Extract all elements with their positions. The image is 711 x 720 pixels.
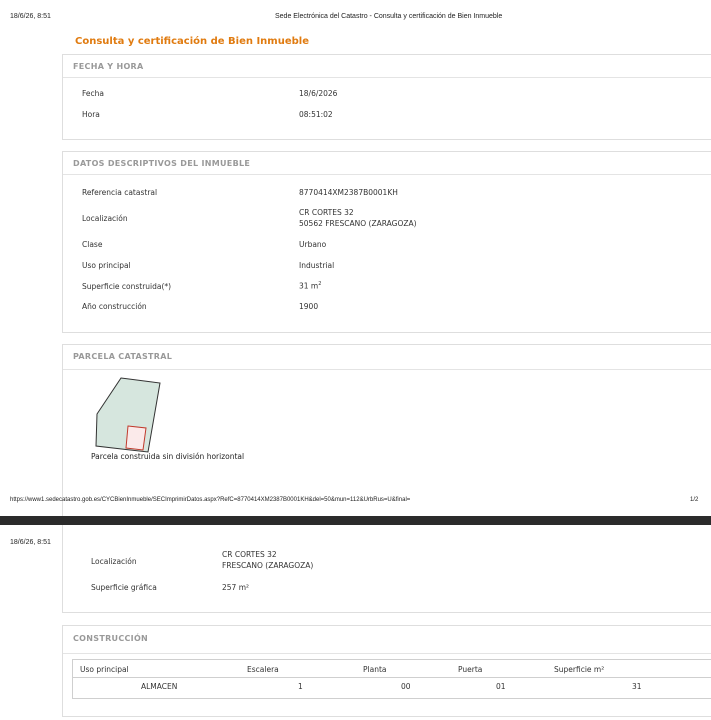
anio-value: 1900: [299, 302, 319, 311]
clase-value: Urbano: [299, 240, 327, 249]
table-cell-uso: ALMACEN: [141, 682, 178, 691]
parcela-heading: PARCELA CATASTRAL: [73, 352, 173, 361]
col-puerta: Puerta: [458, 665, 483, 674]
localizacion-label: Localización: [82, 214, 128, 223]
table-cell-superficie: 31: [632, 682, 642, 691]
fecha-hora-section: [62, 54, 711, 140]
divider: [63, 174, 711, 175]
parcela-section-continued: [62, 525, 711, 613]
col-uso-principal: Uso principal: [80, 665, 129, 674]
parcela-localizacion-line1: CR CORTES 32: [222, 550, 277, 559]
print-datetime: 18/6/26, 8:51: [10, 539, 51, 546]
localizacion-line2: 50562 FRESCANO (ZARAGOZA): [299, 219, 417, 228]
superficie-value: [299, 281, 321, 291]
localizacion-line1: CR CORTES 32: [299, 208, 354, 217]
uso-label: Uso principal: [82, 261, 131, 270]
superficie-grafica-label: Superficie gráfica: [91, 583, 157, 592]
print-url: https://www1.sedecatastro.gob.es/CYCBienInmueble/SECImprimirDatos.aspx?RefC=8770414XM2387B0001KH&del=50&mun=112&UrbRus=U&final=: [10, 497, 411, 503]
superficie-label: Superficie construida(*): [82, 282, 172, 291]
col-planta: Planta: [363, 665, 387, 674]
print-page-number: 1/2: [690, 497, 699, 503]
localizacion-value: [299, 207, 417, 229]
divider: [63, 653, 711, 654]
construccion-table: [72, 659, 711, 699]
print-datetime: 18/6/26, 8:51: [10, 13, 51, 20]
page-break: [0, 516, 711, 525]
divider: [63, 369, 711, 370]
parcela-section: [62, 344, 711, 516]
superficie-unit-exponent: 2: [318, 281, 322, 287]
parcel-map: [93, 375, 163, 455]
parcela-localizacion-line2: FRESCANO (ZARAGOZA): [222, 561, 314, 570]
clase-label: Clase: [82, 240, 103, 249]
print-site-title: Sede Electrónica del Catastro - Consulta y certificación de Bien Inmueble: [275, 13, 503, 20]
superficie-grafica-value: 257 m²: [222, 583, 250, 592]
fecha-label: Fecha: [82, 89, 104, 98]
anio-label: Año construcción: [82, 302, 147, 311]
datos-heading: DATOS DESCRIPTIVOS DEL INMUEBLE: [73, 159, 251, 168]
fecha-value: 18/6/2026: [299, 89, 338, 98]
datos-descriptivos-section: [62, 151, 711, 333]
page-title: Consulta y certificación de Bien Inmueble: [75, 36, 309, 47]
uso-value: Industrial: [299, 261, 335, 270]
table-cell-escalera: 1: [298, 682, 303, 691]
table-header-divider: [73, 677, 711, 678]
building-footprint: [126, 426, 146, 450]
print-page-2: [0, 525, 711, 720]
parcela-caption: Parcela construida sin división horizontal: [91, 452, 245, 461]
fecha-hora-heading: FECHA Y HORA: [73, 62, 144, 71]
superficie-number: 31 m: [299, 281, 319, 291]
referencia-label: Referencia catastral: [82, 188, 158, 197]
hora-value: 08:51:02: [299, 110, 333, 119]
table-cell-puerta: 01: [496, 682, 506, 691]
parcela-localizacion-label: Localización: [91, 557, 137, 566]
referencia-value: 8770414XM2387B0001KH: [299, 188, 398, 197]
col-superficie: Superficie m²: [554, 665, 605, 674]
divider: [63, 77, 711, 78]
table-cell-planta: 00: [401, 682, 411, 691]
parcela-localizacion-value: [222, 549, 313, 571]
hora-label: Hora: [82, 110, 100, 119]
construccion-heading: CONSTRUCCIÓN: [73, 634, 149, 643]
col-escalera: Escalera: [247, 665, 279, 674]
